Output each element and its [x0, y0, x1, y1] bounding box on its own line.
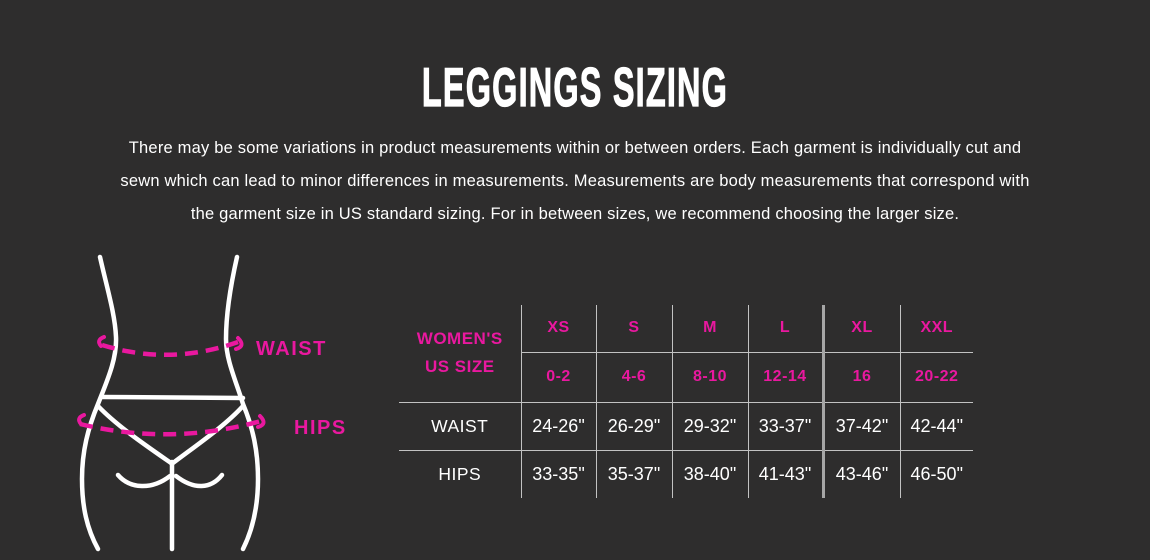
waist-value-xl: 37-42"	[823, 402, 900, 450]
hips-value-m: 38-40"	[672, 450, 748, 498]
size-header-cell-s: S	[596, 305, 672, 352]
size-header-cell-xl: XL	[823, 305, 900, 352]
us-size-cell-m: 8-10	[672, 352, 748, 402]
hips-measurement-row	[399, 450, 973, 498]
intro-line-1: There may be some variations in product measurements within or between orders. Each garment is individually cut and	[128, 139, 1022, 157]
waist-measurement-row	[399, 402, 973, 450]
waist-value-xs: 24-26"	[521, 402, 596, 450]
torso-right-outline	[226, 257, 258, 549]
us-size-cell-xl: 16	[823, 352, 900, 402]
hips-value-xs: 33-35"	[521, 450, 596, 498]
size-header-cell-xs: XS	[521, 305, 596, 352]
waist-value-l: 33-37"	[748, 402, 823, 450]
waist-value-xxl: 42-44"	[900, 402, 973, 450]
us-size-cell-s: 4-6	[596, 352, 672, 402]
waist-dashed-ellipse	[102, 342, 238, 355]
left-crease-curve	[118, 475, 170, 486]
us-size-cell-l: 12-14	[748, 352, 823, 402]
corner-label-top: WOMEN'S	[416, 329, 503, 349]
hips-value-s: 35-37"	[596, 450, 672, 498]
row-label-hips: HIPS	[399, 450, 521, 498]
hips-value-l: 41-43"	[748, 450, 823, 498]
waist-value-m: 29-32"	[672, 402, 748, 450]
intro-line-3: the garment size in US standard sizing. For in between sizes, we recommend choosing the larger size.	[190, 205, 960, 223]
body-measurement-diagram	[55, 245, 290, 560]
bikini-right-curve	[173, 406, 243, 463]
intro-paragraph	[0, 132, 1150, 231]
waist-value-s: 26-29"	[596, 402, 672, 450]
hips-value-xxl: 46-50"	[910, 463, 963, 484]
intro-line-2: sewn which can lead to minor differences in measurements. Measurements are body measurements that correspond with	[120, 172, 1030, 190]
bikini-left-curve	[98, 406, 171, 463]
waistband-line	[102, 397, 243, 398]
hips-dashed-ellipse	[80, 421, 261, 434]
waist-diagram-label: WAIST	[256, 338, 327, 360]
right-crease-curve	[176, 475, 222, 486]
us-size-cell-xxl: 20-22	[900, 352, 973, 402]
size-header-cell-xxl: XXL	[900, 305, 973, 352]
hips-diagram-label: HIPS	[294, 417, 347, 439]
size-header-cell-m: M	[672, 305, 748, 352]
torso-left-outline	[82, 257, 116, 549]
corner-cell	[399, 305, 521, 402]
us-size-cell-xs: 0-2	[521, 352, 596, 402]
size-header-cell-l: L	[748, 305, 823, 352]
page-title: LEGGINGS SIZING	[421, 56, 729, 118]
size-label-row	[399, 305, 973, 352]
corner-label-bottom: US SIZE	[424, 357, 495, 377]
hips-value-xl: 43-46"	[823, 450, 900, 498]
row-label-waist: WAIST	[399, 402, 521, 450]
sizing-table	[399, 305, 973, 498]
